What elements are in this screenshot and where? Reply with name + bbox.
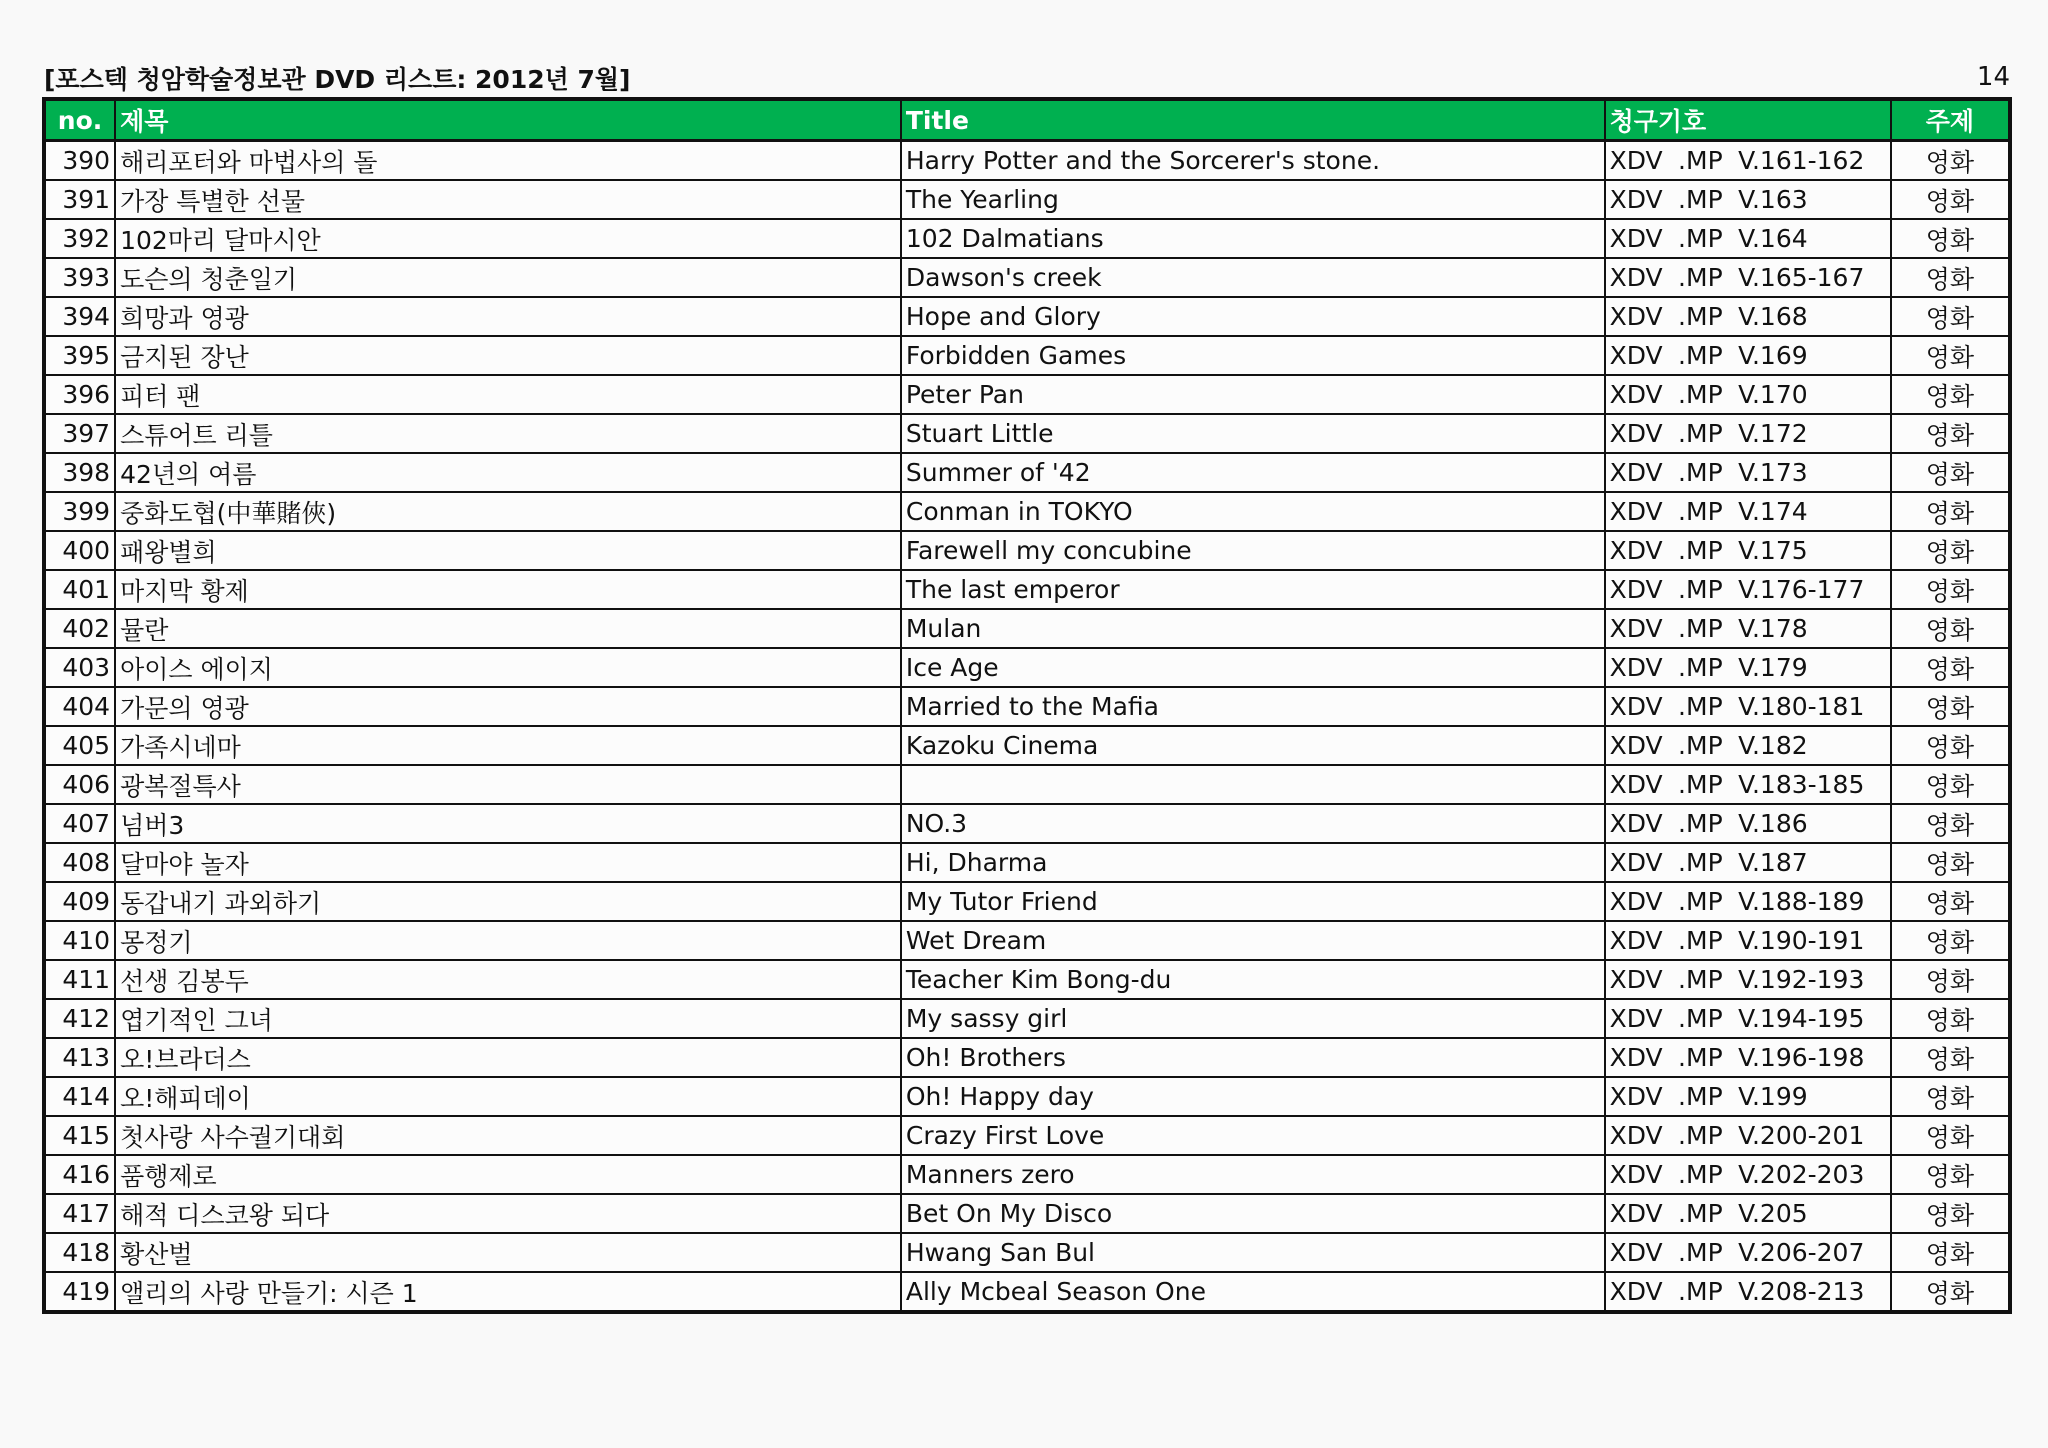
cell-korean-title: 첫사랑 사수궐기대회	[115, 1116, 901, 1155]
cell-call-number: XDV .MP V.194-195	[1605, 999, 1891, 1038]
header-call-number: 청구기호	[1605, 99, 1891, 141]
table-body	[44, 141, 2010, 1313]
cell-korean-title: 몽정기	[115, 921, 901, 960]
cell-call-number: XDV .MP V.170	[1605, 375, 1891, 414]
cell-subject: 영화	[1891, 219, 2010, 258]
cell-english-title: Conman in TOKYO	[901, 492, 1605, 531]
cell-no: 406	[44, 765, 115, 804]
cell-call-number: XDV .MP V.192-193	[1605, 960, 1891, 999]
cell-no: 411	[44, 960, 115, 999]
cell-no: 400	[44, 531, 115, 570]
table-row	[44, 609, 2010, 648]
cell-call-number: XDV .MP V.180-181	[1605, 687, 1891, 726]
table-row	[44, 1272, 2010, 1312]
cell-korean-title: 오!브라더스	[115, 1038, 901, 1077]
cell-no: 408	[44, 843, 115, 882]
cell-call-number: XDV .MP V.182	[1605, 726, 1891, 765]
cell-english-title: Kazoku Cinema	[901, 726, 1605, 765]
cell-subject: 영화	[1891, 414, 2010, 453]
cell-korean-title: 가문의 영광	[115, 687, 901, 726]
cell-korean-title: 광복절특사	[115, 765, 901, 804]
cell-no: 417	[44, 1194, 115, 1233]
cell-no: 418	[44, 1233, 115, 1272]
cell-call-number: XDV .MP V.178	[1605, 609, 1891, 648]
cell-call-number: XDV .MP V.175	[1605, 531, 1891, 570]
cell-korean-title: 희망과 영광	[115, 297, 901, 336]
table-row	[44, 1116, 2010, 1155]
cell-call-number: XDV .MP V.206-207	[1605, 1233, 1891, 1272]
table-row	[44, 336, 2010, 375]
table-row	[44, 882, 2010, 921]
table-row	[44, 804, 2010, 843]
cell-subject: 영화	[1891, 687, 2010, 726]
table-header-row	[44, 99, 2010, 141]
cell-korean-title: 앨리의 사랑 만들기: 시즌 1	[115, 1272, 901, 1312]
table-row	[44, 453, 2010, 492]
cell-subject: 영화	[1891, 999, 2010, 1038]
cell-no: 403	[44, 648, 115, 687]
cell-english-title: NO.3	[901, 804, 1605, 843]
cell-subject: 영화	[1891, 882, 2010, 921]
header-no: no.	[44, 99, 115, 141]
table-row	[44, 180, 2010, 219]
page-heading	[44, 56, 2010, 96]
cell-korean-title: 도슨의 청춘일기	[115, 258, 901, 297]
cell-subject: 영화	[1891, 1194, 2010, 1233]
cell-no: 398	[44, 453, 115, 492]
cell-call-number: XDV .MP V.187	[1605, 843, 1891, 882]
table-row	[44, 726, 2010, 765]
cell-no: 394	[44, 297, 115, 336]
cell-english-title: Forbidden Games	[901, 336, 1605, 375]
cell-korean-title: 스튜어트 리틀	[115, 414, 901, 453]
table-row	[44, 297, 2010, 336]
cell-english-title: Oh! Brothers	[901, 1038, 1605, 1077]
cell-no: 402	[44, 609, 115, 648]
cell-english-title: Oh! Happy day	[901, 1077, 1605, 1116]
cell-korean-title: 품행제로	[115, 1155, 901, 1194]
cell-call-number: XDV .MP V.163	[1605, 180, 1891, 219]
cell-no: 415	[44, 1116, 115, 1155]
cell-call-number: XDV .MP V.164	[1605, 219, 1891, 258]
cell-call-number: XDV .MP V.172	[1605, 414, 1891, 453]
cell-call-number: XDV .MP V.174	[1605, 492, 1891, 531]
cell-korean-title: 엽기적인 그녀	[115, 999, 901, 1038]
cell-call-number: XDV .MP V.208-213	[1605, 1272, 1891, 1312]
cell-english-title: Teacher Kim Bong-du	[901, 960, 1605, 999]
cell-english-title: Dawson's creek	[901, 258, 1605, 297]
cell-subject: 영화	[1891, 1155, 2010, 1194]
cell-no: 391	[44, 180, 115, 219]
document-title: [포스텍 청암학술정보관 DVD 리스트: 2012년 7월]	[44, 65, 631, 94]
cell-call-number: XDV .MP V.165-167	[1605, 258, 1891, 297]
cell-korean-title: 달마야 놀자	[115, 843, 901, 882]
table-row	[44, 843, 2010, 882]
table-row	[44, 414, 2010, 453]
cell-korean-title: 가장 특별한 선물	[115, 180, 901, 219]
cell-no: 396	[44, 375, 115, 414]
cell-no: 401	[44, 570, 115, 609]
cell-subject: 영화	[1891, 1077, 2010, 1116]
cell-english-title: 102 Dalmatians	[901, 219, 1605, 258]
cell-english-title: Wet Dream	[901, 921, 1605, 960]
cell-no: 393	[44, 258, 115, 297]
cell-no: 395	[44, 336, 115, 375]
cell-english-title: Harry Potter and the Sorcerer's stone.	[901, 141, 1605, 181]
cell-korean-title: 오!해피데이	[115, 1077, 901, 1116]
cell-english-title: Ice Age	[901, 648, 1605, 687]
cell-korean-title: 해리포터와 마법사의 돌	[115, 141, 901, 181]
table-row	[44, 1194, 2010, 1233]
cell-no: 390	[44, 141, 115, 181]
cell-call-number: XDV .MP V.196-198	[1605, 1038, 1891, 1077]
header-korean-title: 제목	[115, 99, 901, 141]
cell-no: 407	[44, 804, 115, 843]
cell-korean-title: 뮬란	[115, 609, 901, 648]
cell-subject: 영화	[1891, 141, 2010, 181]
cell-english-title: Peter Pan	[901, 375, 1605, 414]
cell-call-number: XDV .MP V.179	[1605, 648, 1891, 687]
cell-call-number: XDV .MP V.161-162	[1605, 141, 1891, 181]
cell-english-title: Hi, Dharma	[901, 843, 1605, 882]
cell-subject: 영화	[1891, 531, 2010, 570]
cell-call-number: XDV .MP V.190-191	[1605, 921, 1891, 960]
cell-korean-title: 마지막 황제	[115, 570, 901, 609]
cell-subject: 영화	[1891, 336, 2010, 375]
cell-no: 399	[44, 492, 115, 531]
cell-korean-title: 넘버3	[115, 804, 901, 843]
cell-subject: 영화	[1891, 1116, 2010, 1155]
cell-no: 412	[44, 999, 115, 1038]
cell-call-number: XDV .MP V.176-177	[1605, 570, 1891, 609]
cell-english-title: Farewell my concubine	[901, 531, 1605, 570]
cell-korean-title: 동갑내기 과외하기	[115, 882, 901, 921]
cell-subject: 영화	[1891, 492, 2010, 531]
cell-korean-title: 패왕별희	[115, 531, 901, 570]
cell-english-title: Married to the Mafia	[901, 687, 1605, 726]
header-subject: 주제	[1891, 99, 2010, 141]
cell-english-title: My Tutor Friend	[901, 882, 1605, 921]
cell-call-number: XDV .MP V.202-203	[1605, 1155, 1891, 1194]
cell-subject: 영화	[1891, 258, 2010, 297]
cell-english-title: Mulan	[901, 609, 1605, 648]
table-row	[44, 921, 2010, 960]
table-row	[44, 648, 2010, 687]
cell-korean-title: 아이스 에이지	[115, 648, 901, 687]
table-row	[44, 531, 2010, 570]
cell-subject: 영화	[1891, 765, 2010, 804]
cell-english-title: The Yearling	[901, 180, 1605, 219]
table-row	[44, 999, 2010, 1038]
table-row	[44, 1155, 2010, 1194]
table-row	[44, 492, 2010, 531]
cell-no: 410	[44, 921, 115, 960]
cell-english-title: Manners zero	[901, 1155, 1605, 1194]
cell-no: 397	[44, 414, 115, 453]
table-row	[44, 219, 2010, 258]
table-row	[44, 1077, 2010, 1116]
cell-korean-title: 가족시네마	[115, 726, 901, 765]
cell-call-number: XDV .MP V.168	[1605, 297, 1891, 336]
cell-subject: 영화	[1891, 1038, 2010, 1077]
table-row	[44, 570, 2010, 609]
cell-korean-title: 102마리 달마시안	[115, 219, 901, 258]
cell-call-number: XDV .MP V.169	[1605, 336, 1891, 375]
cell-subject: 영화	[1891, 726, 2010, 765]
cell-english-title: Stuart Little	[901, 414, 1605, 453]
table-row	[44, 141, 2010, 181]
cell-korean-title: 42년의 여름	[115, 453, 901, 492]
cell-english-title: Hope and Glory	[901, 297, 1605, 336]
cell-subject: 영화	[1891, 804, 2010, 843]
cell-subject: 영화	[1891, 375, 2010, 414]
cell-call-number: XDV .MP V.186	[1605, 804, 1891, 843]
cell-subject: 영화	[1891, 843, 2010, 882]
cell-subject: 영화	[1891, 609, 2010, 648]
table-row	[44, 375, 2010, 414]
cell-subject: 영화	[1891, 1272, 2010, 1312]
table-row	[44, 1233, 2010, 1272]
cell-english-title: Crazy First Love	[901, 1116, 1605, 1155]
cell-english-title	[901, 765, 1605, 804]
cell-no: 392	[44, 219, 115, 258]
cell-call-number: XDV .MP V.200-201	[1605, 1116, 1891, 1155]
cell-korean-title: 해적 디스코왕 되다	[115, 1194, 901, 1233]
cell-call-number: XDV .MP V.205	[1605, 1194, 1891, 1233]
cell-subject: 영화	[1891, 648, 2010, 687]
cell-subject: 영화	[1891, 960, 2010, 999]
cell-english-title: My sassy girl	[901, 999, 1605, 1038]
cell-no: 419	[44, 1272, 115, 1312]
table-row	[44, 687, 2010, 726]
header-english-title: Title	[901, 99, 1605, 141]
table-row	[44, 258, 2010, 297]
cell-english-title: Bet On My Disco	[901, 1194, 1605, 1233]
cell-subject: 영화	[1891, 570, 2010, 609]
cell-korean-title: 황산벌	[115, 1233, 901, 1272]
cell-korean-title: 선생 김봉두	[115, 960, 901, 999]
cell-subject: 영화	[1891, 180, 2010, 219]
cell-call-number: XDV .MP V.183-185	[1605, 765, 1891, 804]
table-row	[44, 960, 2010, 999]
cell-english-title: Hwang San Bul	[901, 1233, 1605, 1272]
cell-call-number: XDV .MP V.173	[1605, 453, 1891, 492]
cell-call-number: XDV .MP V.199	[1605, 1077, 1891, 1116]
cell-korean-title: 금지된 장난	[115, 336, 901, 375]
cell-no: 416	[44, 1155, 115, 1194]
cell-no: 405	[44, 726, 115, 765]
table-row	[44, 765, 2010, 804]
cell-no: 409	[44, 882, 115, 921]
cell-subject: 영화	[1891, 453, 2010, 492]
cell-english-title: Summer of '42	[901, 453, 1605, 492]
page-number: 14	[1976, 62, 2010, 92]
cell-english-title: Ally Mcbeal Season One	[901, 1272, 1605, 1312]
cell-subject: 영화	[1891, 297, 2010, 336]
cell-no: 414	[44, 1077, 115, 1116]
dvd-list-table	[42, 97, 2012, 1314]
cell-english-title: The last emperor	[901, 570, 1605, 609]
cell-no: 404	[44, 687, 115, 726]
cell-subject: 영화	[1891, 921, 2010, 960]
cell-korean-title: 피터 팬	[115, 375, 901, 414]
table-row	[44, 1038, 2010, 1077]
cell-korean-title: 중화도협(中華賭俠)	[115, 492, 901, 531]
cell-call-number: XDV .MP V.188-189	[1605, 882, 1891, 921]
cell-no: 413	[44, 1038, 115, 1077]
cell-subject: 영화	[1891, 1233, 2010, 1272]
